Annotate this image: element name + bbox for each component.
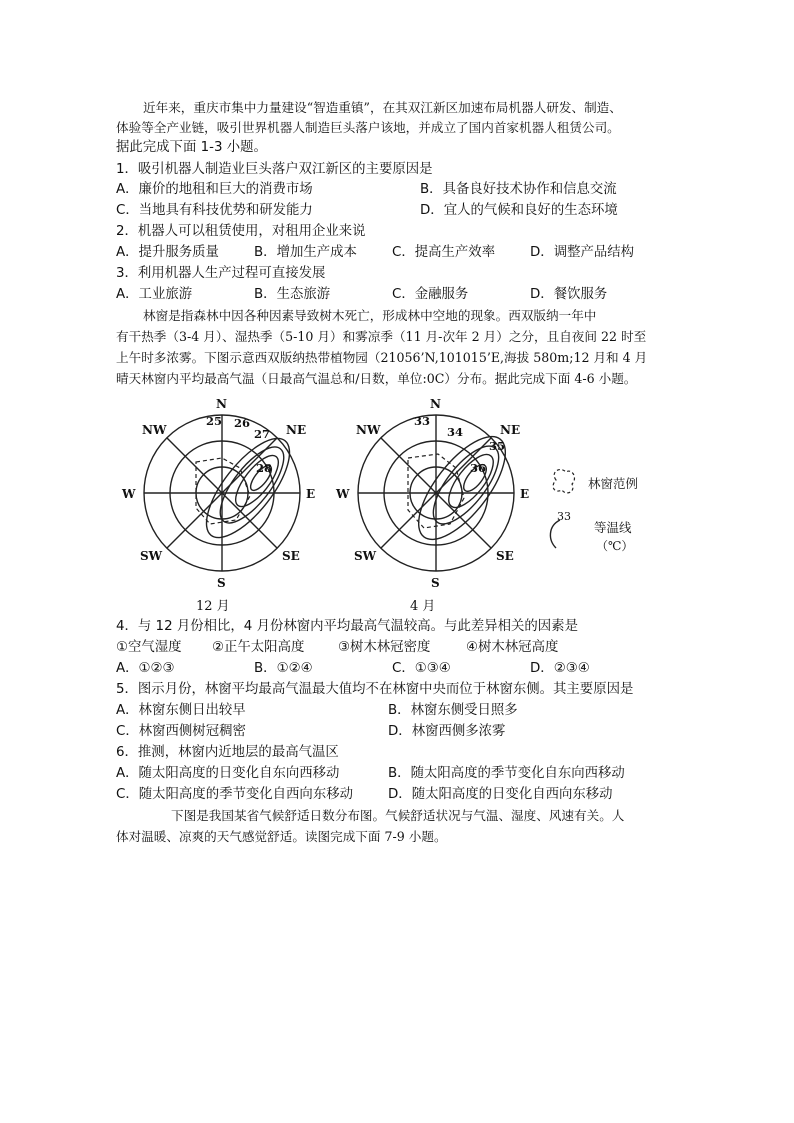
q2-stem: 2．机器人可以租赁使用，对租用企业来说 — [116, 224, 366, 239]
dec-dir-s: S — [217, 576, 226, 590]
q1-option-a: A．廉价的地租和巨大的消费市场 — [116, 182, 313, 197]
legend-isotherm-symbol — [550, 520, 560, 548]
microclimate-figure — [0, 388, 794, 618]
apr-caption: 4 月 — [410, 599, 436, 614]
passage2-line1: 林窗是指森林中因各种因素导致树木死亡，形成林中空地的现象。西双版纳一年中 — [143, 308, 597, 323]
dec-isotherm-label-27: 27 — [254, 427, 271, 441]
q3-option-c: C．金融服务 — [392, 287, 469, 302]
legend-gap-label: 林窗范例 — [588, 476, 639, 491]
q4-option-c: C．①③④ — [392, 661, 451, 676]
q4-option-b: B．①②④ — [254, 661, 313, 676]
apr-dir-n: N — [430, 397, 441, 411]
dec-dir-se: SE — [282, 549, 300, 563]
q4-stem: 4．与 12 月份相比，4 月份林窗内平均最高气温较高。与此差异相关的因素是 — [116, 619, 578, 634]
dec-dir-e: E — [306, 487, 316, 501]
apr-dir-se: SE — [496, 549, 514, 563]
passage1-line3: 据此完成下面 1-3 小题。 — [116, 140, 267, 155]
passage1-line1: 近年来，重庆市集中力量建设“智造重镇”，在其双江新区加速布局机器人研发、制造、 — [143, 100, 622, 115]
apr-dir-nw: NW — [356, 423, 381, 437]
legend-isotherm-value: 33 — [557, 510, 571, 523]
passage2-line4: 晴天林窗内平均最高气温（日最高气温总和/日数，单位:0C）分布。据此完成下面 4-6 小题。 — [116, 371, 637, 386]
legend-gap-symbol — [553, 470, 574, 493]
q2-option-c: C．提高生产效率 — [392, 245, 496, 260]
passage1-line2: 体验等全产业链，吸引世界机器人制造巨头落户该地，并成立了国内首家机器人租赁公司。 — [116, 120, 620, 135]
q3-option-b: B．生态旅游 — [254, 287, 331, 302]
dec-dir-n: N — [216, 397, 227, 411]
q5-option-c: C．林窗西侧树冠稠密 — [116, 724, 246, 739]
q1-option-b: B．具备良好技术协作和信息交流 — [420, 182, 617, 197]
dec-isotherm-label-28: 28 — [256, 461, 273, 475]
q4-factor-3: ③树木林冠密度 — [338, 640, 431, 655]
apr-dir-e: E — [520, 487, 530, 501]
apr-dir-ne: NE — [500, 423, 521, 437]
dec-dir-w: W — [122, 487, 136, 501]
q5-stem: 5．图示月份，林窗平均最高气温最大值均不在林窗中央而位于林窗东侧。其主要原因是 — [116, 682, 634, 697]
dec-isotherm-label-25: 25 — [206, 414, 223, 428]
apr-dir-s: S — [431, 576, 440, 590]
q6-option-c: C．随太阳高度的季节变化自西向东移动 — [116, 787, 353, 802]
dec-dir-nw: NW — [142, 423, 167, 437]
apr-dir-sw: SW — [354, 549, 377, 563]
q5-option-d: D．林窗西侧多浓雾 — [388, 724, 506, 739]
q4-factor-1: ①空气湿度 — [116, 640, 182, 655]
legend-isotherm-label: 等温线 — [594, 520, 632, 535]
q2-option-a: A．提升服务质量 — [116, 245, 219, 260]
q6-option-a: A．随太阳高度的日变化自东向西移动 — [116, 766, 340, 781]
q1-option-c: C．当地具有科技优势和研发能力 — [116, 203, 313, 218]
dec-dir-ne: NE — [286, 423, 307, 437]
apr-isotherm-label-33: 33 — [414, 414, 431, 428]
q2-option-d: D．调整产品结构 — [530, 245, 635, 260]
q6-option-b: B．随太阳高度的季节变化自东向西移动 — [388, 766, 625, 781]
q4-option-d: D．②③④ — [530, 661, 590, 676]
apr-isotherm-label-35: 35 — [489, 439, 506, 453]
q5-option-b: B．林窗东侧受日照多 — [388, 703, 518, 718]
passage2-line2: 有干热季（3-4 月）、湿热季（5-10 月）和雾凉季（11 月-次年 2 月）之分，且自夜间 22 时至 — [116, 329, 647, 344]
q1-option-d: D．宜人的气候和良好的生态环境 — [420, 203, 618, 218]
q4-factor-4: ④树木林冠高度 — [466, 640, 559, 655]
q5-option-a: A．林窗东侧日出较早 — [116, 703, 246, 718]
q3-stem: 3．利用机器人生产过程可直接发展 — [116, 266, 326, 281]
passage3-line1: 下图是我国某省气候舒适日数分布图。气候舒适状况与气温、湿度、风速有关。人 — [171, 808, 625, 823]
legend-unit: （℃） — [596, 539, 634, 553]
q4-option-a: A．①②③ — [116, 661, 175, 676]
q1-stem: 1．吸引机器人制造业巨头落户双江新区的主要原因是 — [116, 162, 433, 177]
q3-option-a: A．工业旅游 — [116, 287, 193, 302]
apr-isotherm-label-36: 36 — [470, 461, 487, 475]
passage3-line2: 体对温暖、凉爽的天气感觉舒适。读图完成下面 7-9 小题。 — [116, 829, 447, 844]
passage2-line3: 上午时多浓雾。下图示意西双版纳热带植物园（21056’N,101015’E,海拔 580m;12 月和 4 月 — [116, 350, 648, 365]
q4-factor-2: ②正午太阳高度 — [212, 640, 305, 655]
apr-dir-w: W — [336, 487, 350, 501]
apr-isotherm-label-34: 34 — [447, 425, 464, 439]
q6-option-d: D．随太阳高度的日变化自西向东移动 — [388, 787, 613, 802]
q6-stem: 6．推测，林窗内近地层的最高气温区 — [116, 745, 339, 760]
dec-caption: 12 月 — [196, 599, 230, 614]
december-diagram — [144, 415, 307, 571]
dec-isotherm-label-26: 26 — [234, 416, 251, 430]
dec-dir-sw: SW — [140, 549, 163, 563]
q3-option-d: D．餐饮服务 — [530, 287, 608, 302]
legend — [550, 470, 638, 553]
q2-option-b: B．增加生产成本 — [254, 245, 357, 260]
